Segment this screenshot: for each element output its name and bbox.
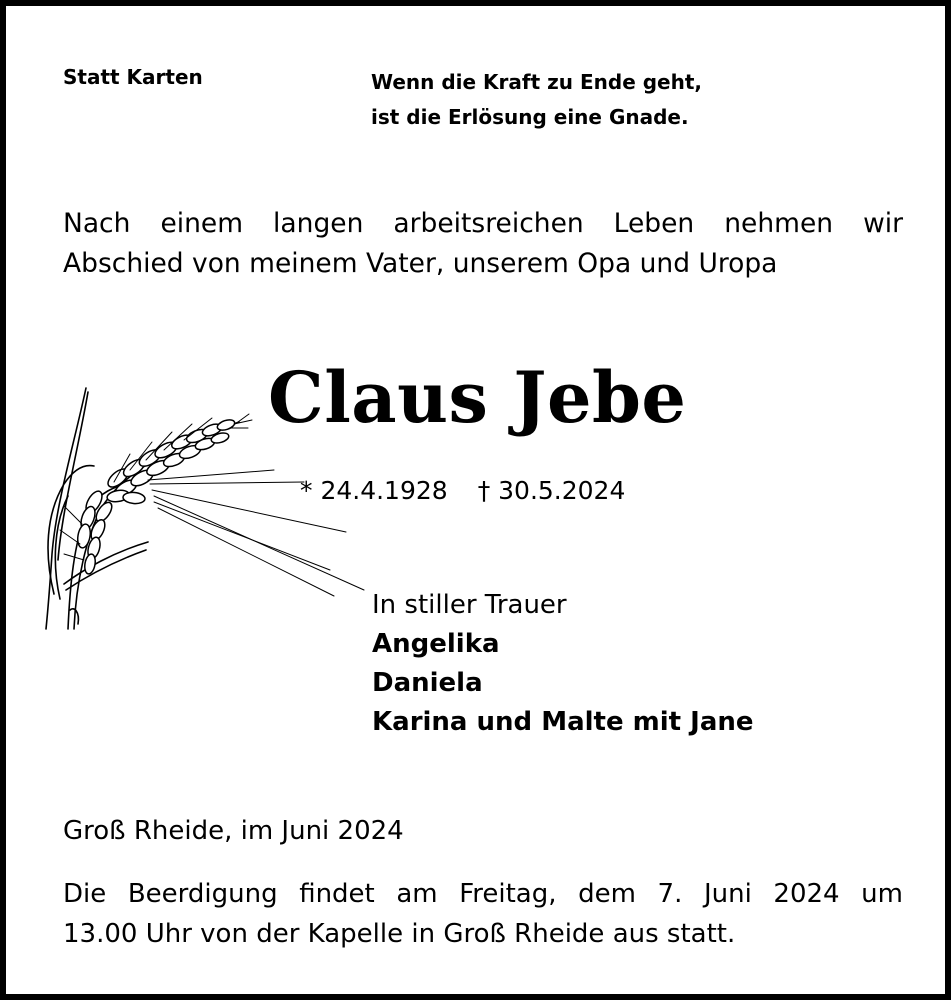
mourning-phrase: In stiller Trauer <box>372 590 567 620</box>
motto-quote <box>371 65 702 135</box>
place-date: Groß Rheide, im Juni 2024 <box>63 816 404 846</box>
funeral-line: 13.00 Uhr von der Kapelle in Groß Rheide aus statt. <box>63 919 736 949</box>
deceased-name: Claus Jebe <box>268 356 687 439</box>
mourners-block <box>372 586 754 742</box>
mourner-name: Karina und Malte mit Jane <box>372 707 754 737</box>
mourner-name: Daniela <box>372 668 483 698</box>
motto-line: ist die Erlösung eine Gnade. <box>371 105 689 129</box>
birth-date: * 24.4.1928 <box>300 476 448 505</box>
funeral-info <box>63 874 903 954</box>
statt-karten-label: Statt Karten <box>63 65 203 89</box>
life-dates <box>300 476 625 505</box>
motto-line: Wenn die Kraft zu Ende geht, <box>371 70 702 94</box>
intro-line: Abschied von meinem Vater, unserem Opa und Uropa <box>63 248 778 279</box>
intro-line: Nach einem langen arbeitsreichen Leben nehmen wir <box>63 208 903 239</box>
mourner-name: Angelika <box>372 629 500 659</box>
death-date: † 30.5.2024 <box>477 476 626 505</box>
funeral-line: Die Beerdigung findet am Freitag, dem 7. Juni 2024 um <box>63 879 903 909</box>
intro-text <box>63 204 903 284</box>
